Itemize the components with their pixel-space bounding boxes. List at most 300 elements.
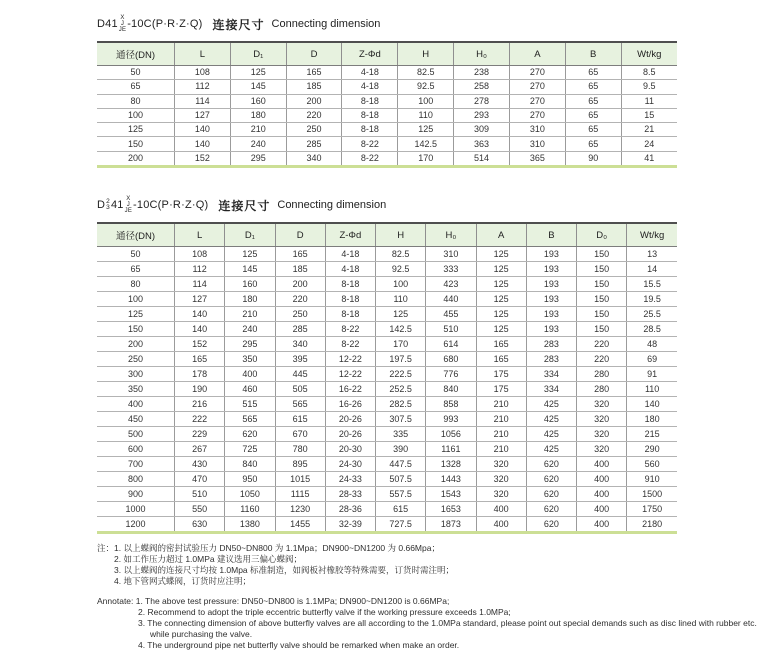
table-cell: 210 xyxy=(476,397,526,412)
column-header: H₀ xyxy=(454,42,510,66)
table-cell: 900 xyxy=(97,487,175,502)
table-cell: 280 xyxy=(577,382,627,397)
table-cell: 24-30 xyxy=(325,457,375,472)
table-cell: 200 xyxy=(97,151,175,166)
table-cell: 445 xyxy=(275,367,325,382)
table-cell: 4-18 xyxy=(325,262,375,277)
table-cell: 333 xyxy=(426,262,476,277)
table-cell: 8-22 xyxy=(342,137,398,151)
table-cell: 895 xyxy=(275,457,325,472)
table-cell: 185 xyxy=(286,80,342,94)
table-cell: 515 xyxy=(225,397,275,412)
table-cell: 140 xyxy=(175,322,225,337)
table-cell: 320 xyxy=(577,427,627,442)
table-cell: 28-36 xyxy=(325,502,375,517)
table-cell: 425 xyxy=(526,427,576,442)
table-cell: 165 xyxy=(275,247,325,262)
table-row xyxy=(97,123,677,137)
table-cell: 92.5 xyxy=(398,80,454,94)
table-cell: 165 xyxy=(476,352,526,367)
table-cell: 550 xyxy=(175,502,225,517)
table-cell: 193 xyxy=(526,247,576,262)
table-cell: 267 xyxy=(175,442,225,457)
table-cell: 175 xyxy=(476,367,526,382)
table-cell: 165 xyxy=(286,66,342,80)
table-cell: 24 xyxy=(621,137,677,151)
note-line: 4. The underground pipe net butterfly valve should be remarked when make an order. xyxy=(138,640,460,651)
table-cell: 145 xyxy=(225,262,275,277)
column-header: L xyxy=(175,42,231,66)
table-cell: 125 xyxy=(225,247,275,262)
table-cell: 290 xyxy=(627,442,677,457)
column-header: Wt/kg xyxy=(627,223,677,247)
table-cell: 1015 xyxy=(275,472,325,487)
table-cell: 310 xyxy=(426,247,476,262)
table-cell: 425 xyxy=(526,442,576,457)
table-cell: 400 xyxy=(476,517,526,533)
table-cell: 165 xyxy=(476,337,526,352)
table-row xyxy=(97,151,677,166)
column-header: D xyxy=(286,42,342,66)
table-row xyxy=(97,277,677,292)
variant-j: J xyxy=(126,202,130,209)
table-cell: 150 xyxy=(577,247,627,262)
table-cell: 8-18 xyxy=(342,123,398,137)
model-mid: 41 xyxy=(110,199,124,212)
table-cell: 514 xyxy=(454,151,510,166)
variant-j: J xyxy=(120,21,125,27)
table-cell: 127 xyxy=(175,108,231,122)
column-header: D₁ xyxy=(230,42,286,66)
table-cell: 8-18 xyxy=(325,277,375,292)
table-cell: 309 xyxy=(454,123,510,137)
table-cell: 620 xyxy=(526,517,576,533)
table-cell: 220 xyxy=(275,292,325,307)
table-cell: 363 xyxy=(454,137,510,151)
table-cell: 222 xyxy=(175,412,225,427)
table-cell: 1050 xyxy=(225,487,275,502)
table-cell: 229 xyxy=(175,427,225,442)
table-cell: 390 xyxy=(376,442,426,457)
table-cell: 252.5 xyxy=(376,382,426,397)
table-cell: 13 xyxy=(627,247,677,262)
table-cell: 65 xyxy=(565,123,621,137)
table-cell: 220 xyxy=(577,337,627,352)
table-cell: 193 xyxy=(526,307,576,322)
note-line: 3. The connecting dimension of above butterfly valves are all according to the 1.0MPa standard, please point out special demands such as disc lined with rubber etc. while purchasing the valve. xyxy=(138,618,757,640)
model-code-2 xyxy=(97,196,208,214)
table-cell: 270 xyxy=(509,80,565,94)
column-header: H xyxy=(376,223,426,247)
column-header: Wt/kg xyxy=(621,42,677,66)
table-cell: 65 xyxy=(565,108,621,122)
table-cell: 620 xyxy=(526,487,576,502)
table-cell: 320 xyxy=(577,412,627,427)
title-cjk: 连接尺寸 xyxy=(212,17,265,32)
column-header: Z-Φd xyxy=(342,42,398,66)
table-cell: 193 xyxy=(526,277,576,292)
table-cell: 1160 xyxy=(225,502,275,517)
table-cell: 193 xyxy=(526,262,576,277)
notes-chinese xyxy=(97,543,772,587)
table-row xyxy=(97,247,677,262)
table-cell: 350 xyxy=(97,382,175,397)
table-cell: 215 xyxy=(627,427,677,442)
table-cell: 615 xyxy=(376,502,426,517)
variant-je: JE xyxy=(124,208,133,215)
table-cell: 65 xyxy=(97,262,175,277)
table-cell: 220 xyxy=(577,352,627,367)
table-cell: 127 xyxy=(175,292,225,307)
table-row xyxy=(97,292,677,307)
table-cell: 100 xyxy=(97,292,175,307)
table-cell: 430 xyxy=(175,457,225,472)
table-cell: 727.5 xyxy=(376,517,426,533)
column-header: H xyxy=(398,42,454,66)
table-cell: 335 xyxy=(376,427,426,442)
table-cell: 15.5 xyxy=(627,277,677,292)
table-cell: 110 xyxy=(398,108,454,122)
table-cell: 283 xyxy=(526,352,576,367)
column-header: Z-Φd xyxy=(325,223,375,247)
table-cell: 180 xyxy=(627,412,677,427)
table-cell: 1000 xyxy=(97,502,175,517)
table-cell: 560 xyxy=(627,457,677,472)
table-cell: 150 xyxy=(97,137,175,151)
table-cell: 160 xyxy=(230,94,286,108)
column-header: D₀ xyxy=(577,223,627,247)
table-cell: 200 xyxy=(286,94,342,108)
table-cell: 28-33 xyxy=(325,487,375,502)
table-cell: 108 xyxy=(175,66,231,80)
table-row xyxy=(97,66,677,80)
table1-title xyxy=(97,14,772,34)
table-cell: 320 xyxy=(577,397,627,412)
table-cell: 90 xyxy=(565,151,621,166)
table-cell: 125 xyxy=(476,292,526,307)
table-row xyxy=(97,322,677,337)
table-cell: 140 xyxy=(175,123,231,137)
model-code-1 xyxy=(97,15,203,33)
table-cell: 565 xyxy=(275,397,325,412)
table-cell: 400 xyxy=(577,457,627,472)
table-cell: 400 xyxy=(577,502,627,517)
table-cell: 112 xyxy=(175,80,231,94)
table-cell: 12-22 xyxy=(325,352,375,367)
table-row xyxy=(97,397,677,412)
table-row xyxy=(97,137,677,151)
table-cell: 565 xyxy=(225,412,275,427)
table-cell: 197.5 xyxy=(376,352,426,367)
table-cell: 450 xyxy=(97,412,175,427)
table-cell: 4-18 xyxy=(325,247,375,262)
table-cell: 100 xyxy=(97,108,175,122)
table-cell: 300 xyxy=(97,367,175,382)
table-cell: 320 xyxy=(577,442,627,457)
table-cell: 9.5 xyxy=(621,80,677,94)
table-cell: 250 xyxy=(275,307,325,322)
table-cell: 425 xyxy=(526,397,576,412)
table-cell: 320 xyxy=(476,487,526,502)
table-cell: 11 xyxy=(621,94,677,108)
table-cell: 125 xyxy=(476,247,526,262)
table-cell: 910 xyxy=(627,472,677,487)
table-cell: 193 xyxy=(526,322,576,337)
table-cell: 447.5 xyxy=(376,457,426,472)
table-cell: 400 xyxy=(97,397,175,412)
table-cell: 210 xyxy=(476,427,526,442)
table-cell: 400 xyxy=(476,502,526,517)
table-cell: 125 xyxy=(398,123,454,137)
title-en: Connecting dimension xyxy=(271,18,381,30)
fraction-bottom: 3 xyxy=(106,204,110,212)
variant-stack xyxy=(125,196,132,214)
table-cell: 50 xyxy=(97,247,175,262)
fraction-top: 2 xyxy=(106,197,110,205)
header-row xyxy=(97,42,677,66)
table-cell: 620 xyxy=(526,472,576,487)
table-cell: 270 xyxy=(509,108,565,122)
table-cell: 32-39 xyxy=(325,517,375,533)
table-cell: 295 xyxy=(225,337,275,352)
table-cell: 510 xyxy=(175,487,225,502)
variant-stack xyxy=(119,15,126,33)
table2-title xyxy=(97,195,772,215)
table-cell: 200 xyxy=(97,337,175,352)
table-cell: 110 xyxy=(627,382,677,397)
table-cell: 776 xyxy=(426,367,476,382)
table-cell: 20-26 xyxy=(325,412,375,427)
table-cell: 152 xyxy=(175,337,225,352)
table-cell: 4-18 xyxy=(342,66,398,80)
table-cell: 557.5 xyxy=(376,487,426,502)
table-cell: 460 xyxy=(225,382,275,397)
table-cell: 140 xyxy=(175,307,225,322)
table-cell: 630 xyxy=(175,517,225,533)
notes-english xyxy=(97,596,772,651)
table-cell: 340 xyxy=(286,151,342,166)
table-cell: 1653 xyxy=(426,502,476,517)
table-cell: 1455 xyxy=(275,517,325,533)
table-cell: 725 xyxy=(225,442,275,457)
table-row xyxy=(97,487,677,502)
table-cell: 165 xyxy=(175,352,225,367)
table-cell: 8-22 xyxy=(325,337,375,352)
table-cell: 125 xyxy=(230,66,286,80)
table-cell: 12-22 xyxy=(325,367,375,382)
table-cell: 178 xyxy=(175,367,225,382)
table-cell: 14 xyxy=(627,262,677,277)
table-row xyxy=(97,367,677,382)
title-en: Connecting dimension xyxy=(277,199,387,212)
table-cell: 25.5 xyxy=(627,307,677,322)
table-cell: 180 xyxy=(230,108,286,122)
table-row xyxy=(97,80,677,94)
table-cell: 152 xyxy=(175,151,231,166)
table-cell: 1380 xyxy=(225,517,275,533)
table-cell: 16-26 xyxy=(325,397,375,412)
table-row xyxy=(97,412,677,427)
column-header: H₀ xyxy=(426,223,476,247)
table-cell: 8-22 xyxy=(325,322,375,337)
table-row xyxy=(97,502,677,517)
table-cell: 160 xyxy=(225,277,275,292)
table-cell: 100 xyxy=(376,277,426,292)
connecting-dimension-table-2 xyxy=(97,222,677,534)
note-line: 注：1. 以上蝶阀的密封试验压力 DN50~DN800 为 1.1Mpa；DN900~DN1200 为 0.66Mpa； xyxy=(97,543,440,554)
table-cell: 285 xyxy=(286,137,342,151)
table-cell: 310 xyxy=(509,137,565,151)
table-row xyxy=(97,472,677,487)
table-cell: 125 xyxy=(97,123,175,137)
table-cell: 270 xyxy=(509,94,565,108)
table-cell: 8.5 xyxy=(621,66,677,80)
table-cell: 270 xyxy=(509,66,565,80)
table-cell: 320 xyxy=(476,457,526,472)
variant-x: X xyxy=(120,15,125,21)
table-cell: 350 xyxy=(225,352,275,367)
table-cell: 1328 xyxy=(426,457,476,472)
note-line: 4. 地下管网式蝶阀，订货时应注明； xyxy=(114,576,251,587)
table-cell: 69 xyxy=(627,352,677,367)
table-cell: 80 xyxy=(97,277,175,292)
table-row xyxy=(97,427,677,442)
table-cell: 615 xyxy=(275,412,325,427)
table-cell: 150 xyxy=(577,277,627,292)
table-cell: 200 xyxy=(275,277,325,292)
table-cell: 145 xyxy=(230,80,286,94)
model-prefix: D41 xyxy=(97,18,118,30)
table-cell: 400 xyxy=(225,367,275,382)
table-cell: 180 xyxy=(225,292,275,307)
table-cell: 125 xyxy=(97,307,175,322)
column-header: L xyxy=(175,223,225,247)
table-cell: 285 xyxy=(275,322,325,337)
table-cell: 28.5 xyxy=(627,322,677,337)
table-cell: 670 xyxy=(275,427,325,442)
table-cell: 91 xyxy=(627,367,677,382)
table-cell: 800 xyxy=(97,472,175,487)
table-cell: 240 xyxy=(225,322,275,337)
table-cell: 238 xyxy=(454,66,510,80)
table-cell: 4-18 xyxy=(342,80,398,94)
table-cell: 320 xyxy=(476,472,526,487)
table-cell: 193 xyxy=(526,292,576,307)
table-cell: 20-30 xyxy=(325,442,375,457)
table-cell: 140 xyxy=(175,137,231,151)
table-cell: 8-18 xyxy=(342,94,398,108)
table-cell: 112 xyxy=(175,262,225,277)
model-suffix: -10C(P·R·Z·Q) xyxy=(133,199,209,212)
table-cell: 1115 xyxy=(275,487,325,502)
table-cell: 170 xyxy=(398,151,454,166)
table-cell: 395 xyxy=(275,352,325,367)
table-cell: 620 xyxy=(225,427,275,442)
table-row xyxy=(97,457,677,472)
table-cell: 150 xyxy=(577,262,627,277)
table-cell: 505 xyxy=(275,382,325,397)
table-row xyxy=(97,94,677,108)
table-cell: 400 xyxy=(577,472,627,487)
table-cell: 295 xyxy=(230,151,286,166)
table-cell: 80 xyxy=(97,94,175,108)
table-cell: 8-22 xyxy=(342,151,398,166)
table-cell: 65 xyxy=(97,80,175,94)
table-cell: 175 xyxy=(476,382,526,397)
table-cell: 140 xyxy=(627,397,677,412)
table-cell: 423 xyxy=(426,277,476,292)
table-cell: 142.5 xyxy=(398,137,454,151)
column-header: 通径(DN) xyxy=(97,223,175,247)
table-cell: 950 xyxy=(225,472,275,487)
table-cell: 222.5 xyxy=(376,367,426,382)
table-cell: 220 xyxy=(286,108,342,122)
table-cell: 210 xyxy=(225,307,275,322)
table-cell: 278 xyxy=(454,94,510,108)
note-line: 2. 如工作压力超过 1.0MPa 建议选用三偏心蝶阀； xyxy=(114,554,302,565)
table-cell: 510 xyxy=(426,322,476,337)
table-cell: 258 xyxy=(454,80,510,94)
table-cell: 1500 xyxy=(627,487,677,502)
table-cell: 400 xyxy=(577,487,627,502)
table-cell: 108 xyxy=(175,247,225,262)
table-cell: 307.5 xyxy=(376,412,426,427)
table-cell: 170 xyxy=(376,337,426,352)
connecting-dimension-table-1 xyxy=(97,41,677,168)
table-cell: 8-18 xyxy=(342,108,398,122)
table-cell: 1750 xyxy=(627,502,677,517)
column-header: B xyxy=(526,223,576,247)
column-header: A xyxy=(509,42,565,66)
column-header: B xyxy=(565,42,621,66)
table-row xyxy=(97,307,677,322)
table-cell: 614 xyxy=(426,337,476,352)
table-cell: 400 xyxy=(577,517,627,533)
table-cell: 283 xyxy=(526,337,576,352)
table-cell: 1873 xyxy=(426,517,476,533)
table-cell: 8-18 xyxy=(325,307,375,322)
table-cell: 282.5 xyxy=(376,397,426,412)
table-cell: 150 xyxy=(577,292,627,307)
table-cell: 440 xyxy=(426,292,476,307)
table-row xyxy=(97,382,677,397)
table-cell: 150 xyxy=(577,322,627,337)
table-cell: 114 xyxy=(175,94,231,108)
table-cell: 455 xyxy=(426,307,476,322)
table-cell: 780 xyxy=(275,442,325,457)
column-header: A xyxy=(476,223,526,247)
fraction-stack xyxy=(106,199,110,212)
table-cell: 240 xyxy=(230,137,286,151)
table-cell: 334 xyxy=(526,367,576,382)
table-cell: 15 xyxy=(621,108,677,122)
table-cell: 114 xyxy=(175,277,225,292)
table-cell: 470 xyxy=(175,472,225,487)
table-row xyxy=(97,262,677,277)
table-cell: 65 xyxy=(565,94,621,108)
table-cell: 500 xyxy=(97,427,175,442)
variant-x: X xyxy=(126,196,131,203)
header-row xyxy=(97,223,677,247)
note-line: Annotate: 1. The above test pressure: DN50~DN800 is 1.1MPa; DN900~DN1200 is 0.66MPa; xyxy=(97,596,450,607)
note-line: 2. Recommend to adopt the triple eccentric butterfly valve if the working pressure exceeds 1.0MPa; xyxy=(138,607,511,618)
table-cell: 2180 xyxy=(627,517,677,533)
table-cell: 293 xyxy=(454,108,510,122)
table-cell: 125 xyxy=(476,307,526,322)
table-cell: 250 xyxy=(286,123,342,137)
table-cell: 1161 xyxy=(426,442,476,457)
table-cell: 185 xyxy=(275,262,325,277)
